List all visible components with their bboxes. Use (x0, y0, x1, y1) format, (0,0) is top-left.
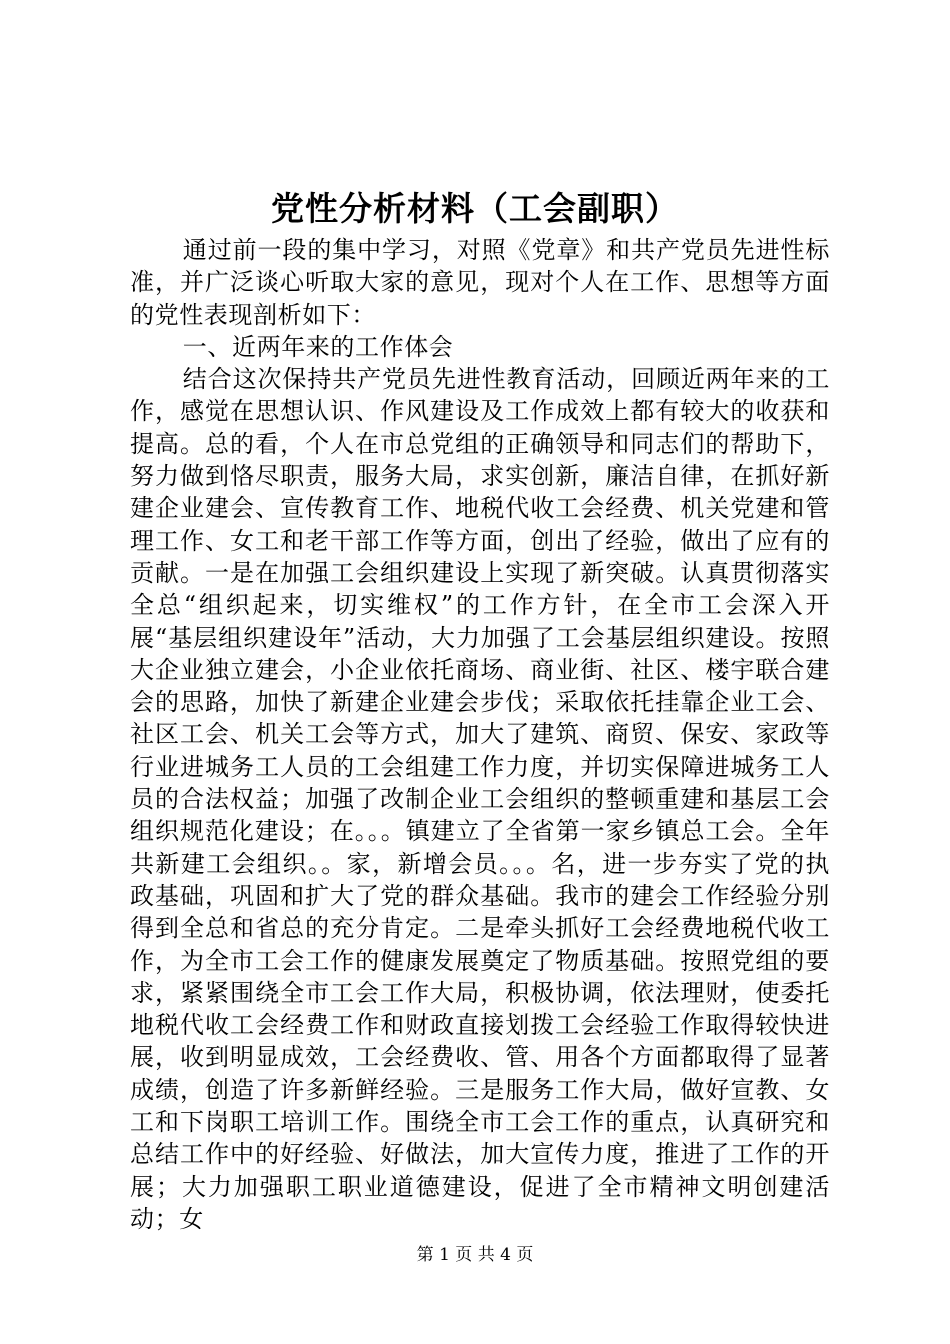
document-body (130, 234, 830, 1235)
page-footer: 第 1 页 共 4 页 (416, 1245, 534, 1265)
paragraph-main: 结合这次保持共产党员先进性教育活动，回顾近两年来的工作，感觉在思想认识、作风建设及工作成效上都有较大的收获和提高。总的看，个人在市总党组的正确领导和同志们的帮助下，努力做到恪尽职责，服务大局，求实创新，廉洁自律，在抓好新建企业建会、宣传教育工作、地税代收工会经费、机关党建和管理工作、女工和老干部工作等方面，创出了经验，做出了应有的贡献。一是在加强工会组织建设上实现了新突破。认真贯彻落实全总“组织起来，切实维权”的工作方针，在全市工会深入开展“基层组织建设年”活动，大力加强了工会基层组织建设。按照大企业独立建会，小企业依托商场、商业街、社区、楼宇联合建会的思路，加快了新建企业建会步伐；采取依托挂靠企业工会、社区工会、机关工会等方式，加大了建筑、商贸、保安、家政等行业进城务工人员的工会组建工作力度，并切实保障进城务工人员的合法权益；加强了改制企业工会组织的整顿重建和基层工会组织规范化建设；在。。。镇建立了全省第一家乡镇总工会。全年共新建工会组织。。家，新增会员。。。名，进一步夯实了党的执政基础，巩固和扩大了党的群众基础。我市的建会工作经验分别得到全总和省总的充分肯定。二是牵头抓好工会经费地税代收工作，为全市工会工作的健康发展奠定了物质基础。按照党组的要求，紧紧围绕全市工会工作大局，积极协调，依法理财，使委托地税代收工会经费工作和财政直接划拨工会经验工作取得较快进展，收到明显成效，工会经费收、管、用各个方面都取得了显著成绩，创造了许多新鲜经验。三是服务工作大局，做好宣教、女工和下岗职工培训工作。围绕全市工会工作的重点，认真研究和总结工作中的好经验、好做法，加大宣传力度，推进了工作的开展；大力加强职工职业道德建设，促进了全市精神文明创建活动；女 (130, 365, 830, 1233)
section-heading: 一、近两年来的工作体会 (182, 332, 454, 361)
paragraph-intro: 通过前一段的集中学习，对照《党章》和共产党员先进性标准，并广泛谈心听取大家的意见，现对个人在工作、思想等方面的党性表现剖析如下： (130, 236, 830, 329)
page-title: 党性分析材料（工会副职） (271, 189, 679, 228)
